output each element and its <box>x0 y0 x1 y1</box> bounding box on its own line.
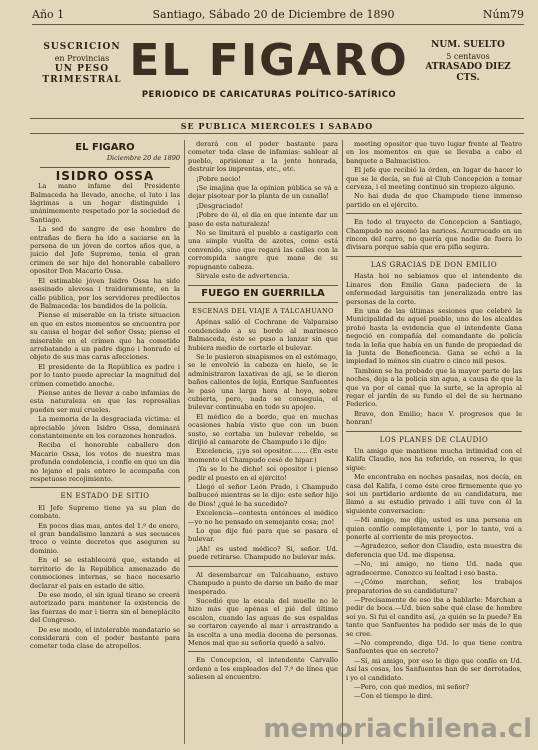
paragraph: —¿Cómo marchan, señor, los trabajos preparatorios de su candidatura? <box>346 578 522 595</box>
divider <box>346 256 522 257</box>
section-title: EL FIGARO <box>75 142 135 153</box>
single-issue-price: 5 centavos <box>446 52 490 61</box>
paragraph: La memoria de la desgraciada víctima: el apreciable jóven Isidro Ossa, dominará constantemente en los corazones honrados. <box>30 415 180 440</box>
divider <box>188 285 338 286</box>
section-title: EN ESTADO DE SITIO <box>60 492 150 501</box>
paragraph: —No, mi amigo, no tiene Ud. nada que agradecerme. Conozco su lealtad i eso basta. <box>346 560 522 577</box>
column-1 <box>30 140 180 744</box>
subscription-line: en Provincias <box>54 54 110 63</box>
paragraph: —Pero, con qué medios, mi señor? <box>354 682 470 691</box>
paragraph: Me encontraba en noches pasadas, nos decía, en casa del Kalifa, i como éste cree firmemente que yo soi un partidario ardiente de su candidatura, me llamó a su estudio privado i allí tuve con él la siguiente conversacion: <box>346 473 522 515</box>
paragraph: Sucedió que la escala del muelle no le hizo más que apénas el pié del último escalon, cuando las aguas de sus espaldas se cortaron cayendo al mar i arrastrando a la escolta a una media docena de personas. Menos mal que su señoría quedó a salvo. <box>188 596 338 647</box>
paragraph: Llegó el señor León Prado, i Champudo balbuceó mientras se le dijo: este señor hijo de Dios! ¿qué le ha sucedido? <box>188 483 338 508</box>
paragraph: No hai duda de que Champudo tiene inmenso partido en el ejército. <box>346 192 522 209</box>
dateline: Santiago, Sábado 20 de Diciembre de 1890 <box>152 8 395 21</box>
paragraph: En Concepcion, el intendente Carvallo ordenó a los empleados del 7.º de línea que saliesen al encuentro. <box>188 656 338 682</box>
paragraph: Tambien se ha probado que la mayor parte de las noches, deja a la policía sin agua, a causa de que la que va por el canal que la surte, se la apropia al regar el jardín de su fundo el del de su hermano Federico. <box>346 366 522 409</box>
paragraph: Reciba el honorable caballero don Macario Ossa, los votos de nuestra mas profunda condolencia, i confíe en que un dia no lejano el pais entero le acompaña con respetuoso recojimiento. <box>30 441 180 484</box>
section-title: FUEGO EN GUERRILLA <box>201 287 325 299</box>
section-title: LOS PLANES DE CLAUDIO <box>379 435 489 444</box>
paragraph: El estimable jóven Isidro Ossa ha sido asesinado alevosa i traidoramente, en la calle pública, por los servidores predilectos de Balmaceda: los bandidos de la policía. <box>30 276 180 310</box>
paragraph: —Con el tiempo le diré. <box>354 692 433 701</box>
paragraph: En una de las últimas sesiones que celebró la Municipalidad de aquel pueblo, uno de los alcaldes probó hasta la evidencia que el intendente Gana negoció en compañía del comandante de policía toda la leña que había en un fundo de propiedad de la Junta de Beneficencia. Gana se echó a la impiedad lo ménos sin cuatro o cinco mil pesos. <box>346 306 522 366</box>
single-issue-box <box>416 40 520 84</box>
paragraph: Al desembarcar en Talcahuano, estuvo Champudo a punto de darse un baño de mar inesperado. <box>188 570 338 596</box>
divider <box>188 651 338 652</box>
watermark: memoriachilena.cl <box>263 714 532 744</box>
column-3 <box>346 140 522 744</box>
paragraph: La sed de sangre de ese hombre de entrañas de fiera ha ido a saciarse en la persona de un jóven de cortos años que, a juicio del Jefe Supremo, tenia el gran crimen de ser hijo del honorable caballero opositor Don Macario Ossa. <box>30 225 180 276</box>
paragraph: El jefe que recibió la órden, en lugar de hacer lo que se le decía, se fué al Club Concepcion a tomar cerveza, i el meeting continuó sin tropiezo alguno. <box>346 166 522 192</box>
paragraph: —No comprendo, diga Ud. lo que tiene contra Sanfuentes que en secreto? <box>346 638 522 656</box>
paragraph: El presidente de la República es padre i por lo tanto puede apreciar la magnitud del crímen cometido anoche. <box>30 362 180 388</box>
paragraph: ¡Ya se lo he dicho! soi opositor i pienso pedir el puesto en el ejército! <box>188 465 338 482</box>
column-2 <box>188 140 338 744</box>
paragraph: Sirvale esto de advertencia. <box>196 272 290 281</box>
divider <box>346 431 522 432</box>
divider <box>346 213 522 214</box>
paragraph: Excelencia, ¡¡ya soi opositor........ (En este momento el Champudo cesó de hipar.) <box>188 447 338 464</box>
paragraph: ¡Ah! es usted médico? Si, señor. Ud. puede retirarse. Champudo no bulevar más. <box>188 544 338 562</box>
year-label: Año 1 <box>32 8 65 21</box>
paragraph: De ese modo, el intolerable mandatario se considerará con el poder bastante para cometer toda clase de atropellos. <box>30 625 180 651</box>
divider <box>30 487 180 488</box>
paragraph: En pocos dias mas, antes del 1.º de enero, el gran bandalismo lanzará a sus secuaces trece o veinte decretos que aseguren su dominio. <box>30 521 180 555</box>
paragraph: —Agradezco, señor don Claudio, esta muestra de deferencia que Ud. me dispensa. <box>346 542 522 559</box>
subscription-title: SUSCRICION <box>43 42 121 52</box>
paragraph: Se le pusieron sinapismos en el estómago, se le envolvió la cabeza en hielo, se le administraron laxativas de ají, se le dieron baños calientes de lejía, Enrique Sanfuentes le pasó una larga hora al hoyo, sobre cubierta, pero, nada se conseguia, el bulevar continuaba en todo su apojeo. <box>188 352 338 412</box>
single-issue-title: NUM. SUELTO <box>431 40 505 50</box>
paragraph: Excelencia—contesta entónces el médico—yo no he pensado en semejante cosa; ¡no! <box>188 509 338 526</box>
paragraph: ¡Pobre necio! <box>196 174 241 183</box>
paragraph: En todo el trayecto de Concepcion a Santiago, Champudo no asomó las narices. Acurrucado en un rincon del carro, no quería que nadie de fuera lo divisara porque sabía que era pifia segura. <box>346 218 522 252</box>
paragraph: ¡Pobre de él, el dia en que intente dar un paso de esta naturaleza! <box>188 211 338 228</box>
paragraph: Lo que dije fué para que se pasara el bulevar. <box>188 527 338 544</box>
column-divider <box>342 140 343 744</box>
newspaper-subtitle: PERIODICO DE CARICATURAS POLÍTICO-SATÍRICO <box>141 90 397 100</box>
paragraph: No se limitará el pueblo a castigarlo con una simple vuelta de azotes, como está convenido, sino que regará las calles con la corrompida sangre que mane de su repugnante cabeza. <box>188 229 338 271</box>
article-title: ISIDRO OSSA <box>55 168 155 183</box>
paragraph: Un amigo que mantiene mucha intimidad con el Kalifa Claudio, nos ha referido, en reserva, lo que sigue: <box>346 447 522 472</box>
paragraph: —Sí, mi amigo, por eso le digo que confío en Ud. Así las cosas, los Sanfuentes han de ser derrotados, i yo el candidato. <box>346 656 522 682</box>
paragraph: meeting opositor que tuvo lugar frente al Teatro en los momentos en que se llevaba a cabo el banquete a Balmacistico. <box>346 140 522 165</box>
divider <box>188 566 338 567</box>
paragraph: Piense el miserable en la triste situacion en que en estos momentos se encuentra por su causa el hogar del señor Ossa; piense el miserable en el crímen que ha cometido arrebatando a un padre digno i honrado el objeto de sus mas caras afecciones. <box>30 311 180 362</box>
newspaper-title: EL FIGARO <box>129 35 409 86</box>
paragraph: El Jefe Supremo tiene ya su plan de combate. <box>30 503 180 521</box>
column-divider <box>184 140 185 744</box>
dateline-bar <box>32 8 524 25</box>
divider <box>40 167 170 168</box>
issue-number: Núm79 <box>482 8 524 21</box>
paragraph: ¡Desgraciado! <box>196 201 244 210</box>
paragraph: De ese modo, el sin igual tirano se creerá autorizado para mantener la existencia de las fuerzas de mar i tierra sin el beneplácito del Congreso. <box>30 590 180 625</box>
paragraph: En el se establecerá que, estando el territorio de la República amenazado de conmociones internas, se hace necesario declarar el pais en estado de sitio. <box>30 556 180 590</box>
paragraph: La mano infame del Presidente Balmaceda ha llevado, anoche, el luto i las lágrimas a un hogar distinguido i unánimemente respetado por la sociedad de Santiago. <box>30 182 180 224</box>
paragraph: ¡Se imajina que la opinion pública se vá a dejar pisotear por la planta de un canalla! <box>188 184 338 201</box>
paragraph: derará con el poder bastante para cometer toda clase de infamias: sablear al pueblo, aprisionar a la jente honrada, destruir los imprentas, etc., etc. <box>188 140 338 174</box>
paragraph: El médico de a bordo, que en muchas ocasiones había visto que con un buen susto, se cortaba un bulevar rebelde, se dirijió al camarote de Champudo i le dijo: <box>188 412 338 446</box>
publication-schedule: SE PUBLICA MIERCOLES I SABADO <box>30 118 524 134</box>
back-issue-price: ATRASADO DIEZ CTS. <box>425 62 511 83</box>
divider <box>188 302 338 303</box>
paragraph: Hasta hoi no sabiamos que el intendente de Linares don Emilio Gana padeciera de la enfermedad larguisitis tan jeneralizada entre las personas de la corte. <box>346 272 522 306</box>
masthead <box>14 26 524 116</box>
subscription-price: UN PESO TRIMESTRAL <box>42 64 122 85</box>
section-date: Diciembre 20 de 1890 <box>106 154 180 163</box>
section-subtitle: ESCENAS DEL VIAJE A TALCAHUANO <box>192 306 334 315</box>
paragraph: Bravo, don Emilio; hace V. progresos que le honran! <box>346 409 522 427</box>
paragraph: Piense antes de llevar a cabo infamias de esta naturaleza en que las represalias pueden ser muí crueles. <box>30 388 180 414</box>
paragraph: —Precisamente de eso iba a hablarle: Marchan a pedir de boca.—Ud. bien sabe qué clase de hombre soi yo. Si fui el candito así, ¿a quién se la puede? En tanto que Sanfuentes ha podido ser más de lo que se cree. <box>346 595 522 638</box>
paragraph: Apénas salió el Cochrane de Valparaiso condenciado a su bordo al marinesco Balmaceda, éste se puso a lanzar sin que hubiera medio de cortarle el bulevar. <box>188 318 338 352</box>
section-title: LAS GRACIAS DE DON EMILIO <box>370 260 498 269</box>
paragraph: —Mi amigo, me dijo, usted es una persona en quien confío completamente i, por lo tanto, voi a ponerle al corriente de mis proyectos. <box>346 516 522 542</box>
